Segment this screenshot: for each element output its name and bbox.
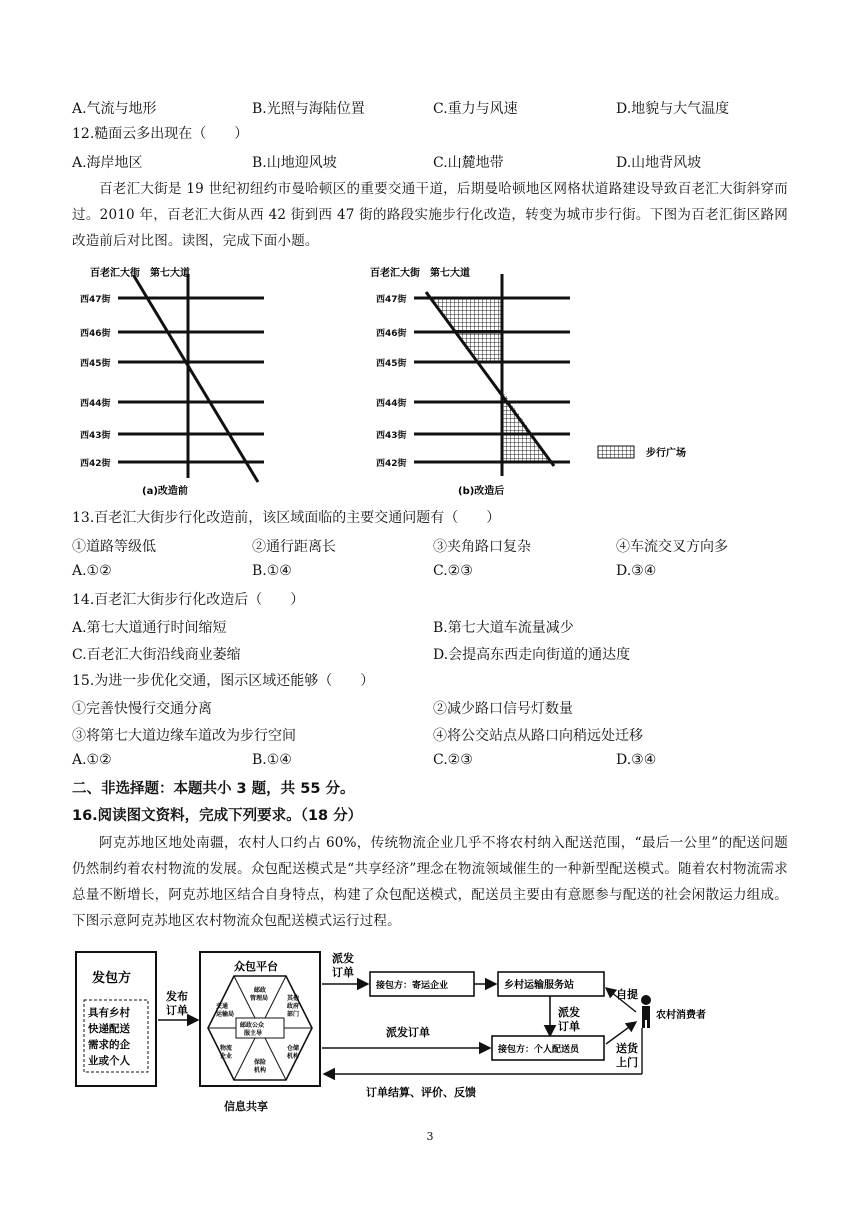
q15-option-b: B.①④ <box>252 752 292 768</box>
publish-label-1: 发布 <box>166 990 188 1003</box>
hex-center-1: 邮政公众 <box>240 1022 265 1029</box>
q13-option-d: D.③④ <box>616 563 657 579</box>
q14-option-a: A.第七大道通行时间缩短 <box>72 620 227 636</box>
q13-option-b: B.①④ <box>252 563 292 579</box>
q13-option-c: C.②③ <box>433 563 473 579</box>
q15-item-4: ④将公交站点从路口向稍远处迁移 <box>433 728 643 744</box>
crowdsourcing-flow-diagram <box>74 948 734 1118</box>
map-b-header: 百老汇大街 第七大道 <box>370 268 470 279</box>
hex-insurance-1: 保险 <box>254 1059 267 1066</box>
map-a-street-43: 西43街 <box>80 431 111 441</box>
hex-transport-2: 运输局 <box>216 1011 235 1018</box>
hex-logistics-1: 物流 <box>220 1045 233 1052</box>
hex-insurance-2: 机构 <box>254 1067 267 1074</box>
q11-option-b: B.光照与海陆位置 <box>252 101 365 117</box>
deliver-label-2: 上门 <box>616 1056 638 1069</box>
pedestrian-plaza-north <box>429 298 502 362</box>
feedback-label: 订单结算、评价、反馈 <box>366 1086 476 1099</box>
map-b-street-44: 西44街 <box>376 399 407 409</box>
page-number: 3 <box>426 1130 434 1143</box>
hex-postal-2: 管理局 <box>250 995 269 1002</box>
legend-swatch <box>598 446 634 458</box>
hex-storage-2: 机构 <box>287 1053 300 1060</box>
q14-option-c: C.百老汇大街沿线商业萎缩 <box>72 647 241 663</box>
receiver1-label: 接包方：寄运企业 <box>376 981 449 991</box>
q15-option-d: D.③④ <box>616 752 657 768</box>
publish-label-2: 订单 <box>166 1004 188 1017</box>
q11-option-d: D.地貌与大气温度 <box>616 101 730 117</box>
platform-title: 众包平台 <box>234 960 278 973</box>
deliver-label-1: 送货 <box>616 1042 638 1055</box>
map-b-street-43: 西43街 <box>376 431 407 441</box>
q13-option-a: A.①② <box>72 563 112 579</box>
q15-item-3: ③将第七大道边缘车道改为步行空间 <box>72 728 296 744</box>
dispatch1-label-1: 派发 <box>332 952 354 965</box>
map-a-street-46: 西46街 <box>80 329 111 339</box>
q15-option-a: A.①② <box>72 752 112 768</box>
q12-option-b: B.山地迎风坡 <box>252 155 337 171</box>
dispatch1-label-2: 订单 <box>332 966 354 979</box>
map-a-street-42: 西42街 <box>80 459 111 469</box>
q15-option-c: C.②③ <box>433 752 473 768</box>
map-a-caption: (a)改造前 <box>142 486 188 497</box>
hex-transport-1: 交通 <box>216 1003 229 1010</box>
map-b-street-42: 西42街 <box>376 459 407 469</box>
hex-gov-1: 其他 <box>287 995 300 1002</box>
passage-broadway: 百老汇大街是 19 世纪初纽约市曼哈顿区的重要交通干道，后期曼哈顿地区网格状道路建设导致百老汇大街斜穿而过。2010 年，百老汇大街从西 42 街到西 47 街的路段实施步行化改造，转变为城市步行街。下图为百老汇街区路网改造前后对比图。读图，完成下面小题。 <box>72 181 788 249</box>
q12-option-c: C.山麓地带 <box>433 155 504 171</box>
q13-item-4: ④车流交叉方向多 <box>616 539 728 555</box>
dispatch2-label-2: 订单 <box>558 1020 580 1033</box>
receiver2-label: 接包方：个人配送员 <box>498 1045 580 1055</box>
q14-option-d: D.会提高东西走向街道的通达度 <box>433 647 631 663</box>
q15-item-1: ①完善快慢行交通分离 <box>72 701 212 717</box>
q13-stem: 13.百老汇大街步行化改造前，该区域面临的主要交通问题有（ ） <box>72 510 501 526</box>
map-a-street-47: 西47街 <box>80 295 111 305</box>
hex-gov-2: 政府 <box>287 1003 300 1010</box>
q13-item-1: ①道路等级低 <box>72 539 156 555</box>
hex-storage-1: 仓储 <box>287 1045 300 1052</box>
map-a-street-44: 西44街 <box>80 399 111 409</box>
q16-passage: 阿克苏地区地处南疆，农村人口约占 60%，传统物流企业几乎不将农村纳入配送范围，“最后一公里”的配送问题仍然制约着农村物流的发展。众包配送模式是“共享经济”理念在物流领域催生的一种新型配送模式。随着农村物流需求总量不断增长，阿克苏地区结合自身特点，构建了众包配送模式，配送员主要由有意愿参与配送的社会闲散运力组成。下图示意阿克苏地区农村物流众包配送模式运行过程。 <box>72 835 788 929</box>
hex-logistics-2: 企业 <box>220 1053 233 1060</box>
sender-desc-4: 业或个人 <box>88 1055 130 1067</box>
map-a-header: 百老汇大街 第七大道 <box>90 268 190 279</box>
map-b-street-45: 西45街 <box>376 359 407 369</box>
sender-desc-2: 快递配送 <box>88 1023 130 1035</box>
map-b-street-46: 西46街 <box>376 329 407 339</box>
hex-center-2: 服主导 <box>244 1030 263 1037</box>
self-pick-label: 自提 <box>616 988 638 1001</box>
hex-gov-3: 部门 <box>287 1011 300 1018</box>
station-label: 乡村运输服务站 <box>504 980 574 991</box>
q13-item-2: ②通行距离长 <box>252 539 336 555</box>
sender-title: 发包方 <box>92 971 132 986</box>
q14-option-b: B.第七大道车流量减少 <box>433 620 574 636</box>
q11-option-c: C.重力与风速 <box>433 101 518 117</box>
q15-stem: 15.为进一步优化交通，图示区域还能够（ ） <box>72 673 375 689</box>
consumer-label: 农村消费者 <box>656 1010 706 1021</box>
q11-option-a: A.气流与地形 <box>72 101 157 117</box>
dispatch-order-label: 派发订单 <box>386 1026 430 1039</box>
info-share-label: 信息共享 <box>224 1100 268 1113</box>
q12-option-d: D.山地背风坡 <box>616 155 702 171</box>
legend-label: 步行广场 <box>646 448 686 459</box>
q13-item-3: ③夹角路口复杂 <box>433 539 531 555</box>
consumer-person-icon <box>641 995 651 1028</box>
q15-item-2: ②减少路口信号灯数量 <box>433 701 573 717</box>
map-b-street-47: 西47街 <box>376 295 407 305</box>
map-a-street-45: 西45街 <box>80 359 111 369</box>
sender-desc-1: 具有乡村 <box>88 1007 130 1019</box>
q14-stem: 14.百老汇大街步行化改造后（ ） <box>72 592 305 608</box>
hex-postal-1: 邮政 <box>254 987 267 994</box>
q12-stem: 12.糙面云多出现在（ ） <box>72 126 249 142</box>
dispatch2-label-1: 派发 <box>558 1006 580 1019</box>
section-2-heading: 二、非选择题：本题共小 3 题，共 55 分。 <box>72 781 355 797</box>
q12-option-a: A.海岸地区 <box>72 155 143 171</box>
road-network-figure <box>74 262 734 498</box>
sender-desc-3: 需求的企 <box>88 1039 130 1051</box>
q16-stem: 16.阅读图文资料，完成下列要求。（18 分） <box>72 808 363 824</box>
map-b-caption: (b)改造后 <box>458 486 505 497</box>
